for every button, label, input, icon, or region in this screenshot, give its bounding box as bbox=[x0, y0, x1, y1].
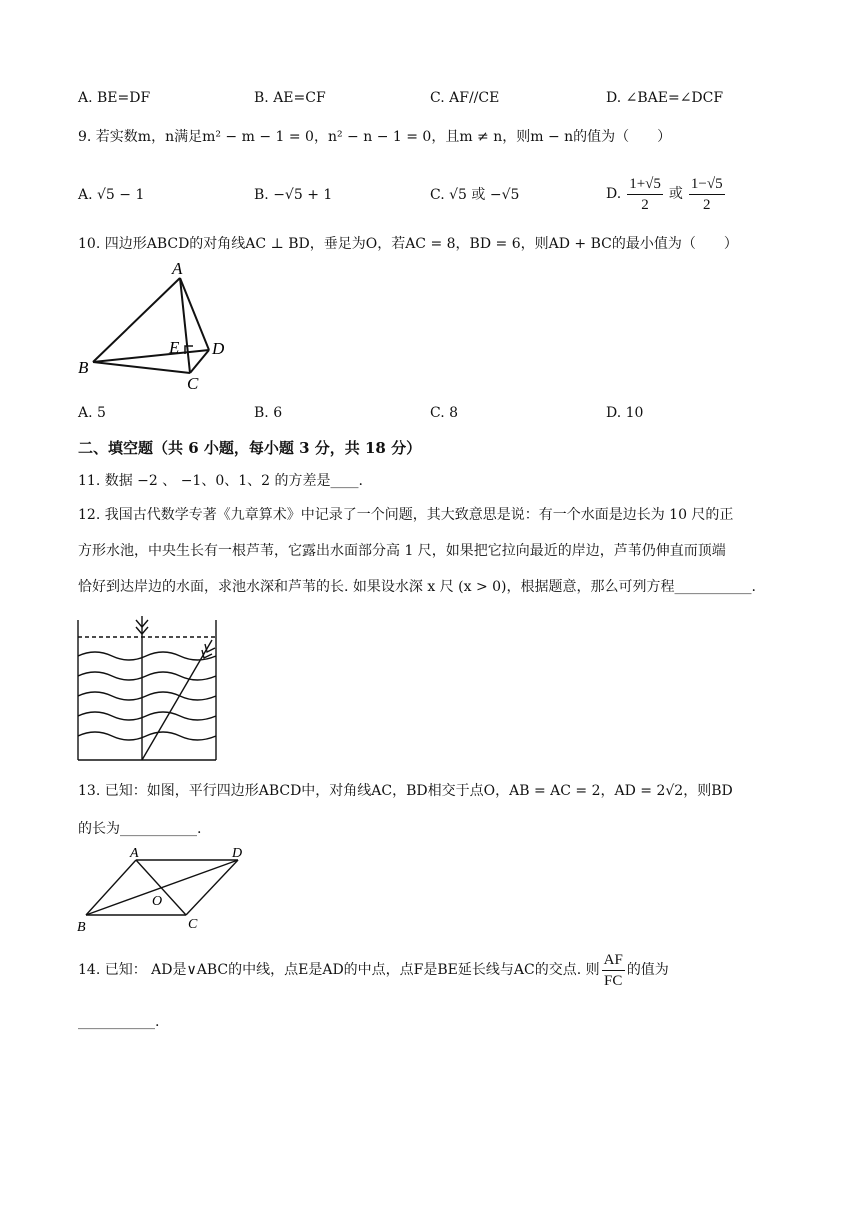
q9-option-d bbox=[606, 172, 725, 216]
q13-line-1: 13. 已知：如图，平行四边形ABCD中，对角线AC，BD相交于点O，AB = AC = 2，AD = 2√2，则BD bbox=[78, 783, 733, 799]
q9-option-d-fraction-1 bbox=[627, 174, 663, 215]
q14-fraction bbox=[602, 950, 625, 991]
q10-question: 10. 四边形ABCD的对角线AC ⊥ BD，垂足为O，若AC = 8，BD = 6，则AD + BC的最小值为（ ） bbox=[78, 236, 738, 252]
q10-option-c: C. 8 bbox=[430, 405, 459, 421]
label-c: C bbox=[188, 917, 198, 932]
label-a: A bbox=[130, 846, 139, 861]
segment-ab bbox=[93, 278, 180, 362]
fraction-denominator: 2 bbox=[702, 196, 711, 213]
q9-option-c: C. √5 或 −√5 bbox=[430, 187, 520, 203]
q10-quadrilateral-figure bbox=[74, 258, 244, 393]
label-e: E bbox=[169, 338, 180, 357]
q9-option-a: A. √5 − 1 bbox=[78, 187, 145, 203]
q8-option-a: A. BE=DF bbox=[78, 90, 151, 106]
segment-bc bbox=[93, 362, 190, 373]
q9-option-b: B. −√5 + 1 bbox=[254, 187, 333, 203]
label-d: D bbox=[212, 339, 225, 358]
label-d: D bbox=[232, 846, 243, 861]
wave-line bbox=[78, 652, 216, 660]
wave-line bbox=[78, 732, 216, 740]
fraction-numerator: AF bbox=[602, 950, 625, 971]
q9-option-d-label: D. bbox=[606, 186, 622, 202]
q14-text-end: 的值为 bbox=[626, 962, 669, 978]
q13-line-2: 的长为___________. bbox=[78, 821, 202, 837]
q12-pond-reed-figure bbox=[76, 614, 220, 762]
fraction-numerator: 1−√5 bbox=[689, 174, 725, 195]
fraction-numerator: 1+√5 bbox=[627, 174, 663, 195]
label-b: B bbox=[77, 920, 86, 935]
segment-bd bbox=[93, 350, 209, 362]
label-c: C bbox=[187, 374, 199, 393]
q10-option-b: B. 6 bbox=[254, 405, 283, 421]
q9-option-d-fraction-2 bbox=[689, 174, 725, 215]
segment-dc bbox=[186, 860, 238, 915]
q10-option-d: D. 10 bbox=[606, 405, 644, 421]
q9-option-d-or: 或 bbox=[668, 186, 683, 202]
q14-line-2: ___________. bbox=[78, 1014, 160, 1030]
wave-line bbox=[78, 672, 216, 680]
fraction-denominator: 2 bbox=[641, 196, 649, 213]
q12-line-2: 方形水池，中央生长有一根芦苇，它露出水面部分高 1 尺，如果把它拉向最近的岸边，芦苇仍伸直而顶端 bbox=[78, 543, 726, 559]
q8-option-b: B. AE=CF bbox=[254, 90, 326, 106]
wave-line bbox=[78, 712, 216, 720]
segment-cd bbox=[190, 350, 209, 373]
section-heading-fill-in: 二、填空题（共 6 小题，每小题 3 分，共 18 分） bbox=[78, 439, 422, 457]
q14-question bbox=[78, 948, 669, 992]
label-o: O bbox=[152, 894, 163, 909]
q13-parallelogram-figure bbox=[74, 846, 254, 936]
label-a: A bbox=[172, 259, 183, 278]
q9-question: 9. 若实数m，n满足m² − m − 1 = 0，n² − n − 1 = 0，且m ≠ n，则m − n的值为（ ） bbox=[78, 129, 672, 145]
reed-tilted-tip-mark bbox=[205, 644, 215, 652]
q10-option-a: A. 5 bbox=[78, 405, 106, 421]
q14-text: 14. 已知： AD是∨ABC的中线，点E是AD的中点，点F是BE延长线与AC的交点. 则 bbox=[78, 962, 600, 978]
label-b: B bbox=[78, 358, 89, 377]
segment-ab bbox=[86, 860, 136, 915]
q8-option-d: D. ∠BAE=∠DCF bbox=[606, 90, 724, 106]
q8-option-c: C. AF//CE bbox=[430, 90, 500, 106]
fraction-denominator: FC bbox=[604, 972, 623, 989]
wave-line bbox=[78, 692, 216, 700]
q11-question: 11. 数据 −2 、 −1、0、1、2 的方差是____. bbox=[78, 473, 363, 489]
q12-line-3: 恰好到达岸边的水面，求池水深和芦苇的长. 如果设水深 x 尺 (x > 0)，根据题意，那么可列方程___________. bbox=[78, 579, 756, 595]
q12-line-1: 12. 我国古代数学专著《九章算术》中记录了一个问题，其大致意思是说：有一个水面是边长为 10 尺的正 bbox=[78, 507, 734, 523]
